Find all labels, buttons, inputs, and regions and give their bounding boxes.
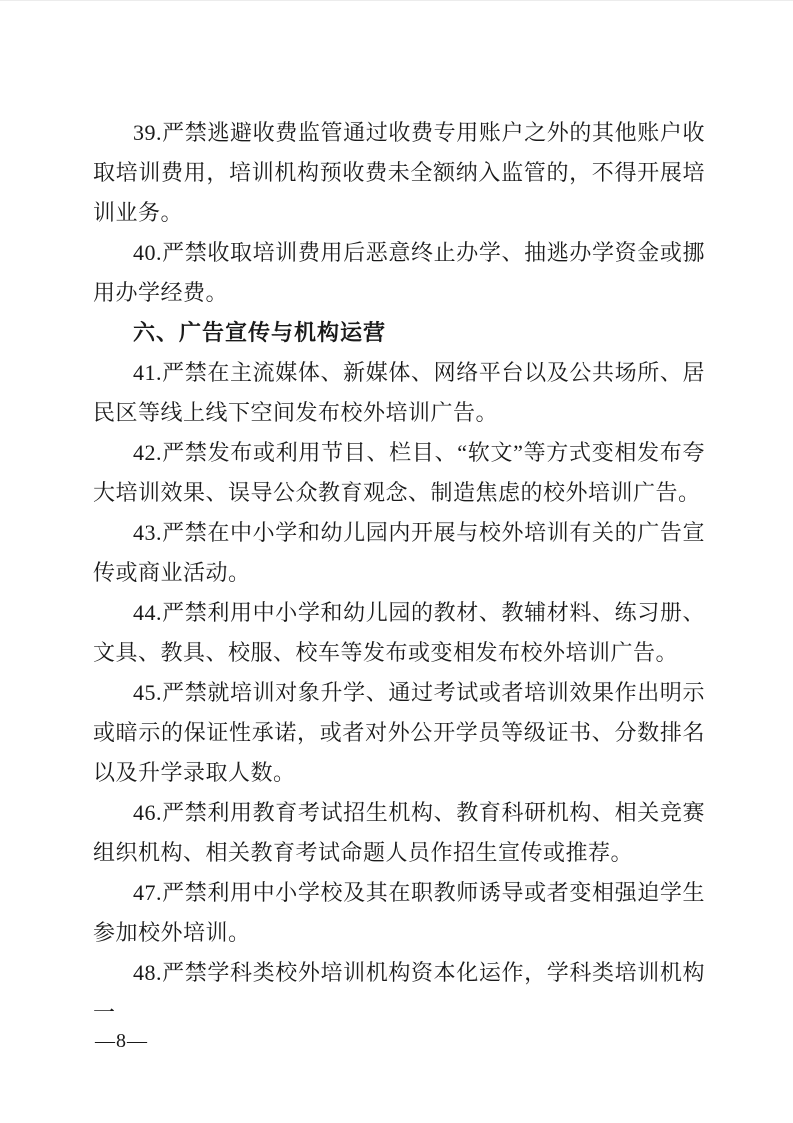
page-number: —8— bbox=[95, 1030, 148, 1052]
item-39: 39.严禁逃避收费监管通过收费专用账户之外的其他账户收取培训费用，培训机构预收费未全额纳入监管的，不得开展培训业务。 bbox=[93, 120, 705, 225]
section-heading-6: 六、广告宣传与机构运营 bbox=[133, 320, 387, 345]
item-43: 43.严禁在中小学和幼儿园内开展与校外培训有关的广告宣传或商业活动。 bbox=[93, 520, 705, 585]
item-42: 42.严禁发布或利用节目、栏目、“软文”等方式变相发布夸大培训效果、误导公众教育观念、制造焦虑的校外培训广告。 bbox=[93, 440, 705, 505]
item-48: 48.严禁学科类校外培训机构资本化运作，学科类培训机构一 bbox=[93, 960, 705, 1025]
item-44: 44.严禁利用中小学和幼儿园的教材、教辅材料、练习册、文具、教具、校服、校车等发布或变相发布校外培训广告。 bbox=[93, 600, 705, 665]
item-41: 41.严禁在主流媒体、新媒体、网络平台以及公共场所、居民区等线上线下空间发布校外培训广告。 bbox=[93, 360, 705, 425]
item-45: 45.严禁就培训对象升学、通过考试或者培训效果作出明示或暗示的保证性承诺，或者对外公开学员等级证书、分数排名以及升学录取人数。 bbox=[93, 680, 705, 785]
item-40: 40.严禁收取培训费用后恶意终止办学、抽逃办学资金或挪用办学经费。 bbox=[93, 240, 705, 305]
item-46: 46.严禁利用教育考试招生机构、教育科研机构、相关竞赛组织机构、相关教育考试命题人员作招生宣传或推荐。 bbox=[93, 800, 705, 865]
document-body bbox=[93, 113, 705, 1033]
item-47: 47.严禁利用中小学校及其在职教师诱导或者变相强迫学生参加校外培训。 bbox=[93, 880, 705, 945]
